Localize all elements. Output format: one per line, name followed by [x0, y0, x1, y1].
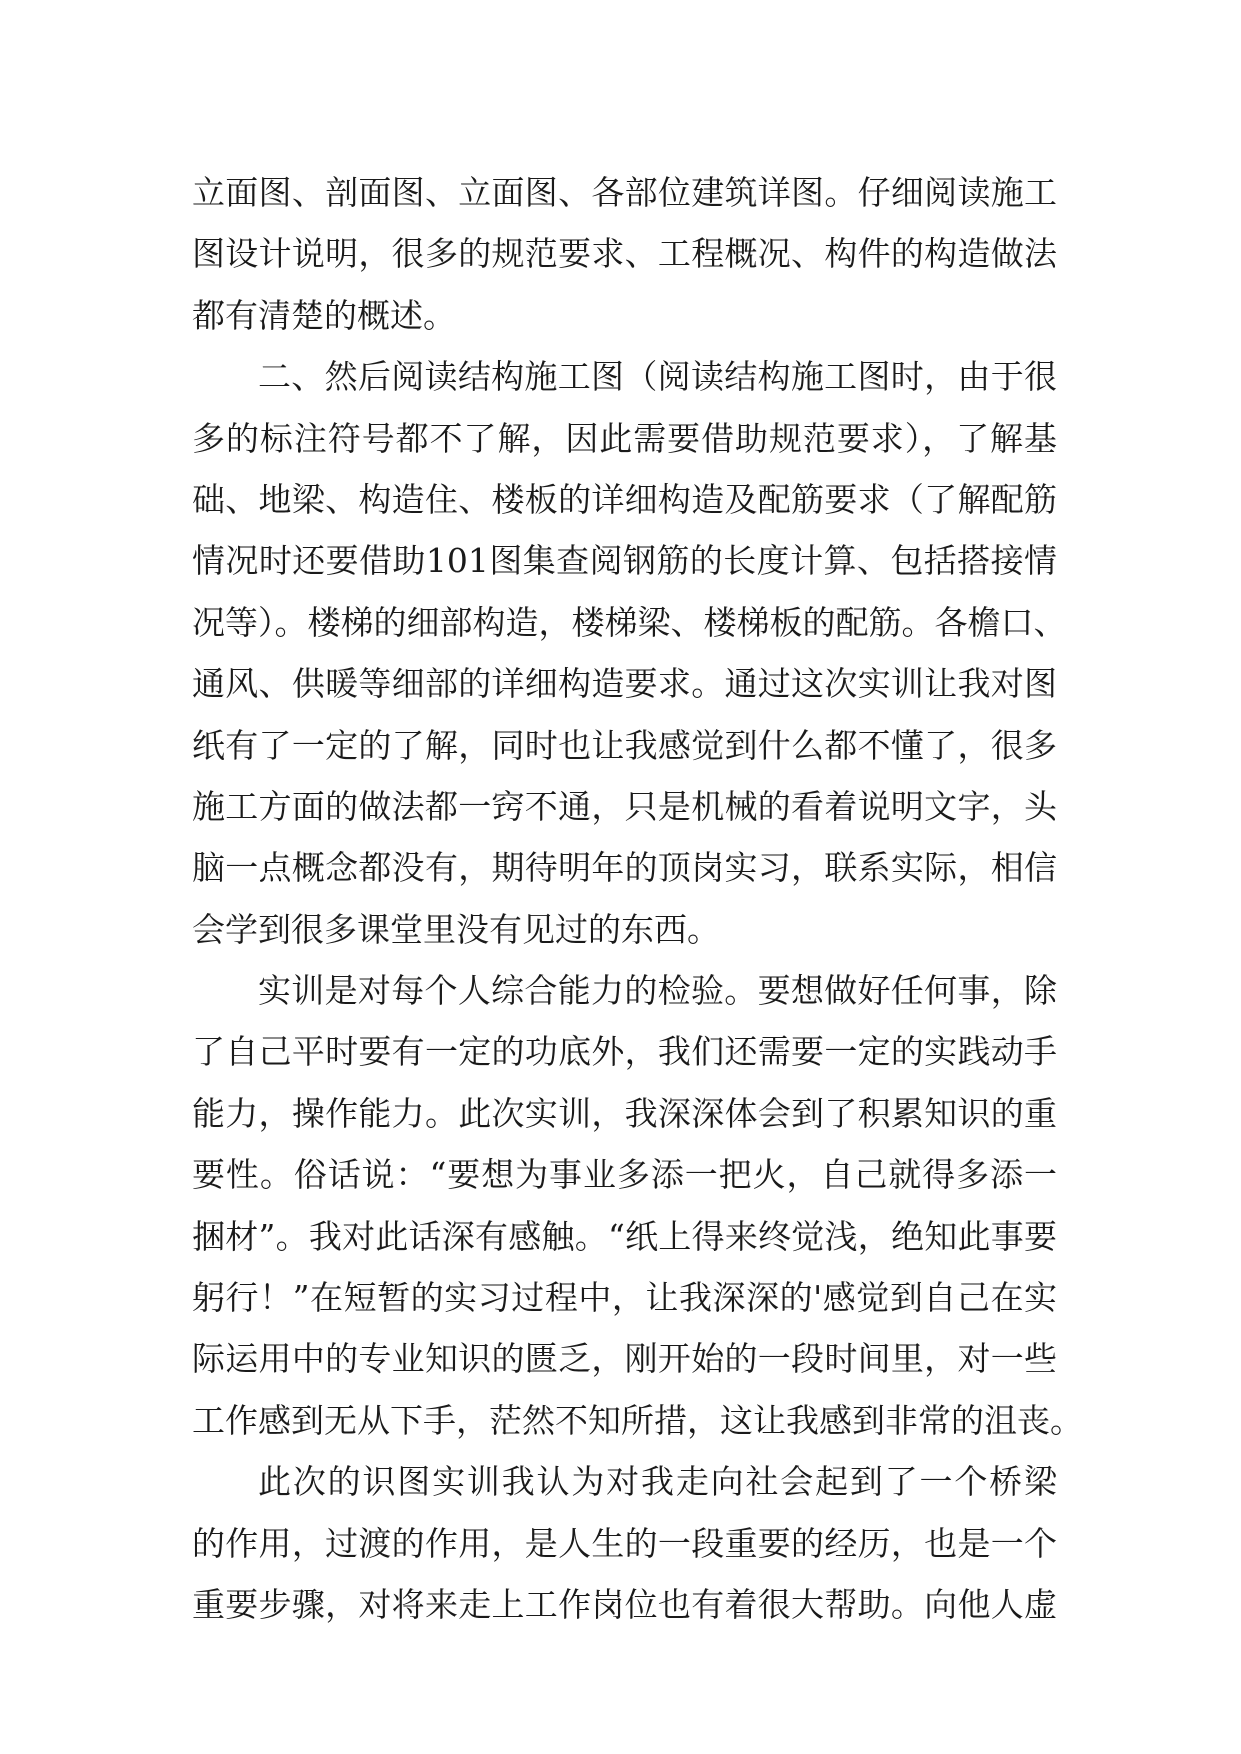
paragraph-3-line-4: 要性。俗话说：“要想为事业多添一把火，自己就得多添一 — [192, 1155, 1057, 1195]
paragraph-4-line-2: 的作用，过渡的作用，是人生的一段重要的经历，也是一个 — [192, 1523, 1057, 1563]
paragraph-3-line-5: 捆材”。我对此话深有感触。“纸上得来终觉浅，绝知此事要 — [192, 1216, 1057, 1256]
paragraph-2-line-8: 施工方面的做法都一窍不通，只是机械的看着说明文字，头 — [192, 786, 1057, 826]
paragraph-2-line-3: 础、地梁、构造住、楼板的详细构造及配筋要求（了解配筋 — [192, 479, 1057, 519]
paragraph-3-line-1: 实训是对每个人综合能力的检验。要想做好任何事，除 — [258, 971, 1057, 1011]
paragraph-2-line-1: 二、然后阅读结构施工图（阅读结构施工图时，由于很 — [258, 357, 1057, 397]
paragraph-1-line-3: 都有清楚的概述。 — [192, 295, 456, 335]
document-body — [192, 162, 1083, 1635]
paragraph-2-line-7: 纸有了一定的了解，同时也让我感觉到什么都不懂了，很多 — [192, 725, 1057, 765]
paragraph-2-line-6: 通风、供暖等细部的详细构造要求。通过这次实训让我对图 — [192, 664, 1057, 704]
paragraph-2-line-9: 脑一点概念都没有，期待明年的顶岗实习，联系实际，相信 — [192, 848, 1057, 888]
paragraph-3-line-6: 躬行！”在短暂的实习过程中，让我深深的'感觉到自己在实 — [192, 1278, 1057, 1318]
paragraph-4-line-3: 重要步骤，对将来走上工作岗位也有着很大帮助。向他人虚 — [192, 1584, 1057, 1624]
paragraph-3-line-8: 工作感到无从下手，茫然不知所措，这让我感到非常的沮丧。 — [192, 1400, 1083, 1440]
paragraph-2-line-4: 情况时还要借助101图集查阅钢筋的长度计算、包括搭接情 — [192, 541, 1057, 581]
paragraph-2-line-5: 况等）。楼梯的细部构造，楼梯梁、楼梯板的配筋。各檐口、 — [192, 602, 1067, 642]
paragraph-1-line-2: 图设计说明，很多的规范要求、工程概况、构件的构造做法 — [192, 234, 1057, 274]
paragraph-3-line-2: 了自己平时要有一定的功底外，我们还需要一定的实践动手 — [192, 1032, 1057, 1072]
paragraph-1-line-1: 立面图、剖面图、立面图、各部位建筑详图。仔细阅读施工 — [192, 173, 1057, 212]
paragraph-3-line-3: 能力，操作能力。此次实训，我深深体会到了积累知识的重 — [192, 1093, 1057, 1133]
paragraph-3-line-7: 际运用中的专业知识的匮乏，刚开始的一段时间里，对一些 — [192, 1339, 1057, 1379]
paragraph-2-line-2: 多的标注符号都不了解，因此需要借助规范要求），了解基 — [192, 418, 1057, 458]
paragraph-2-line-10: 会学到很多课堂里没有见过的东西。 — [192, 909, 720, 949]
paragraph-4-line-1: 此次的识图实训我认为对我走向社会起到了一个桥梁 — [258, 1462, 1057, 1502]
